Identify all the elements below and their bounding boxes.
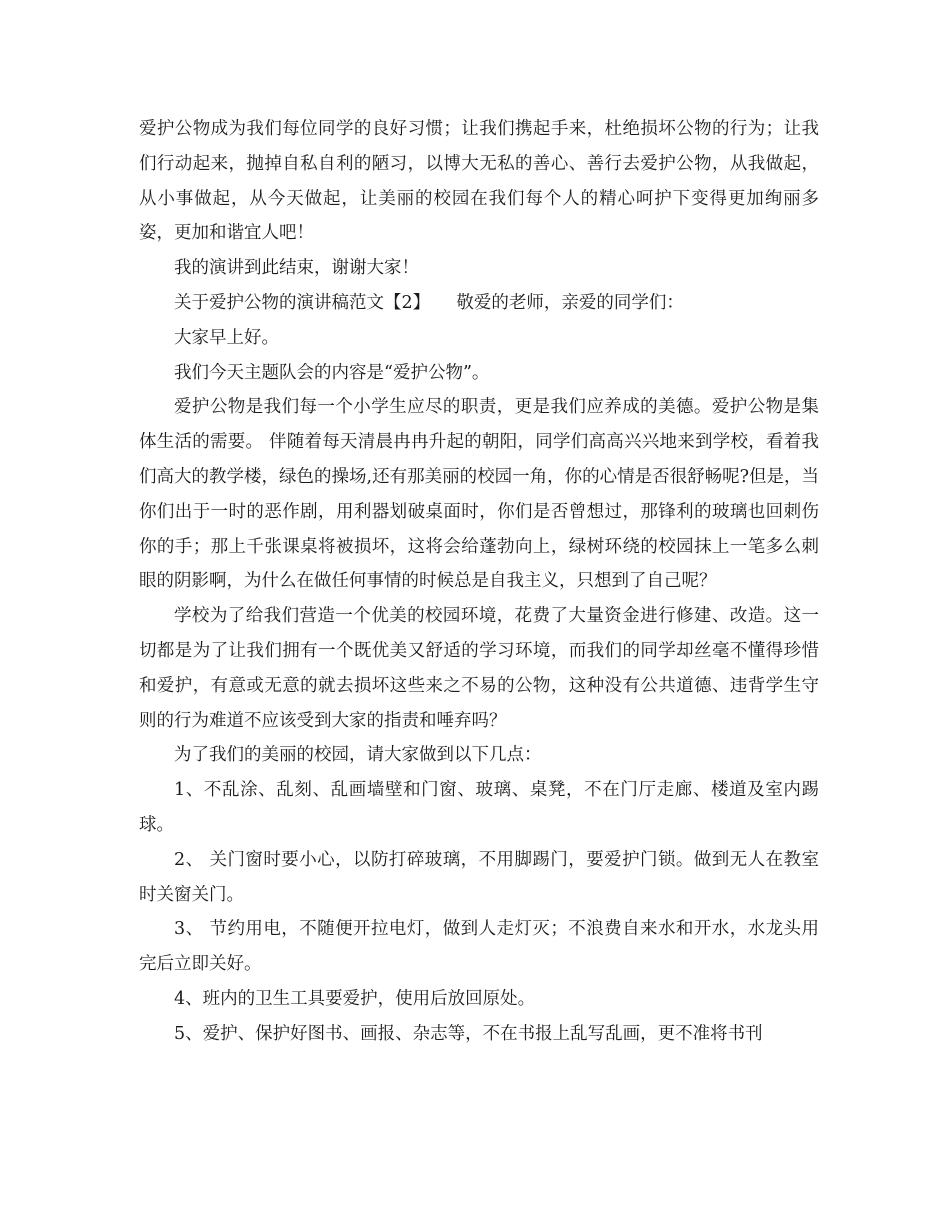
paragraph-1: 爱护公物成为我们每位同学的良好习惯；让我们携起手来，杜绝损坏公物的行为；让我们行动起来，抛掉自私自利的陋习，以博大无私的善心、善行去爱护公物，从我做起，从小事做起，从今天做起，让美丽的校园在我们每个人的精心呵护下变得更加绚丽多姿，更加和谐宜人吧！ [139,119,819,244]
paragraph-2: 我的演讲到此结束，谢谢大家！ [174,258,419,279]
paragraph-12: 4、班内的卫生工具要爱护，使用后放回原处。 [174,988,536,1009]
paragraph-13: 5、爱护、保护好图书、画报、杂志等，不在书报上乱写乱画，更不准将书刊 [174,1023,763,1044]
paragraph-10: 2、 关门窗时要小心，以防打碎玻璃，不用脚踢门，要爱护门锁。做到无人在教室时关窗关门。 [139,849,819,905]
paragraph-9: 1、不乱涂、乱刻、乱画墙壁和门窗、玻璃、桌凳，不在门厅走廊、楼道及室内踢球。 [139,780,819,835]
paragraph-5: 我们今天主题队会的内容是“爱护公物”。 [174,362,490,383]
paragraph-4: 大家早上好。 [174,327,279,348]
document-body [139,112,819,1052]
paragraph-6: 爱护公物是我们每一个小学生应尽的职责，更是我们应养成的美德。爱护公物是集体生活的需要。 伴随着每天清晨冉冉升起的朝阳，同学们高高兴兴地来到学校，看着我们高大的教学楼，绿色的操场,还有那美丽的校园一角，你的心情是否很舒畅呢?但是，当你们出于一时的恶作剧，用利器划破桌面时，你们是否曾想过，那锋利的玻璃也回刺伤你的手；那上千张课桌将被损坏，这将会给蓬勃向上，绿树环绕的校园抹上一笔多么刺眼的阴影啊，为什么在做任何事情的时候总是自我主义，只想到了自己呢？ [139,397,819,592]
paragraph-7: 学校为了给我们营造一个优美的校园环境，花费了大量资金进行修建、改造。这一切都是为了让我们拥有一个既优美又舒适的学习环境，而我们的同学却丝毫不懂得珍惜和爱护，有意或无意的就去损坏这些来之不易的公物，这种没有公共道德、违背学生守则的行为难道不应该受到大家的指责和唾弃吗？ [139,606,819,731]
paragraph-8: 为了我们的美丽的校园，请大家做到以下几点： [174,745,542,766]
paragraph-3: 关于爱护公物的演讲稿范文【2】 敬爱的老师，亲爱的同学们： [174,292,684,313]
paragraph-11: 3、 节约用电，不随便开拉电灯，做到人走灯灭；不浪费自来水和开水，水龙头用完后立即关好。 [139,919,819,975]
